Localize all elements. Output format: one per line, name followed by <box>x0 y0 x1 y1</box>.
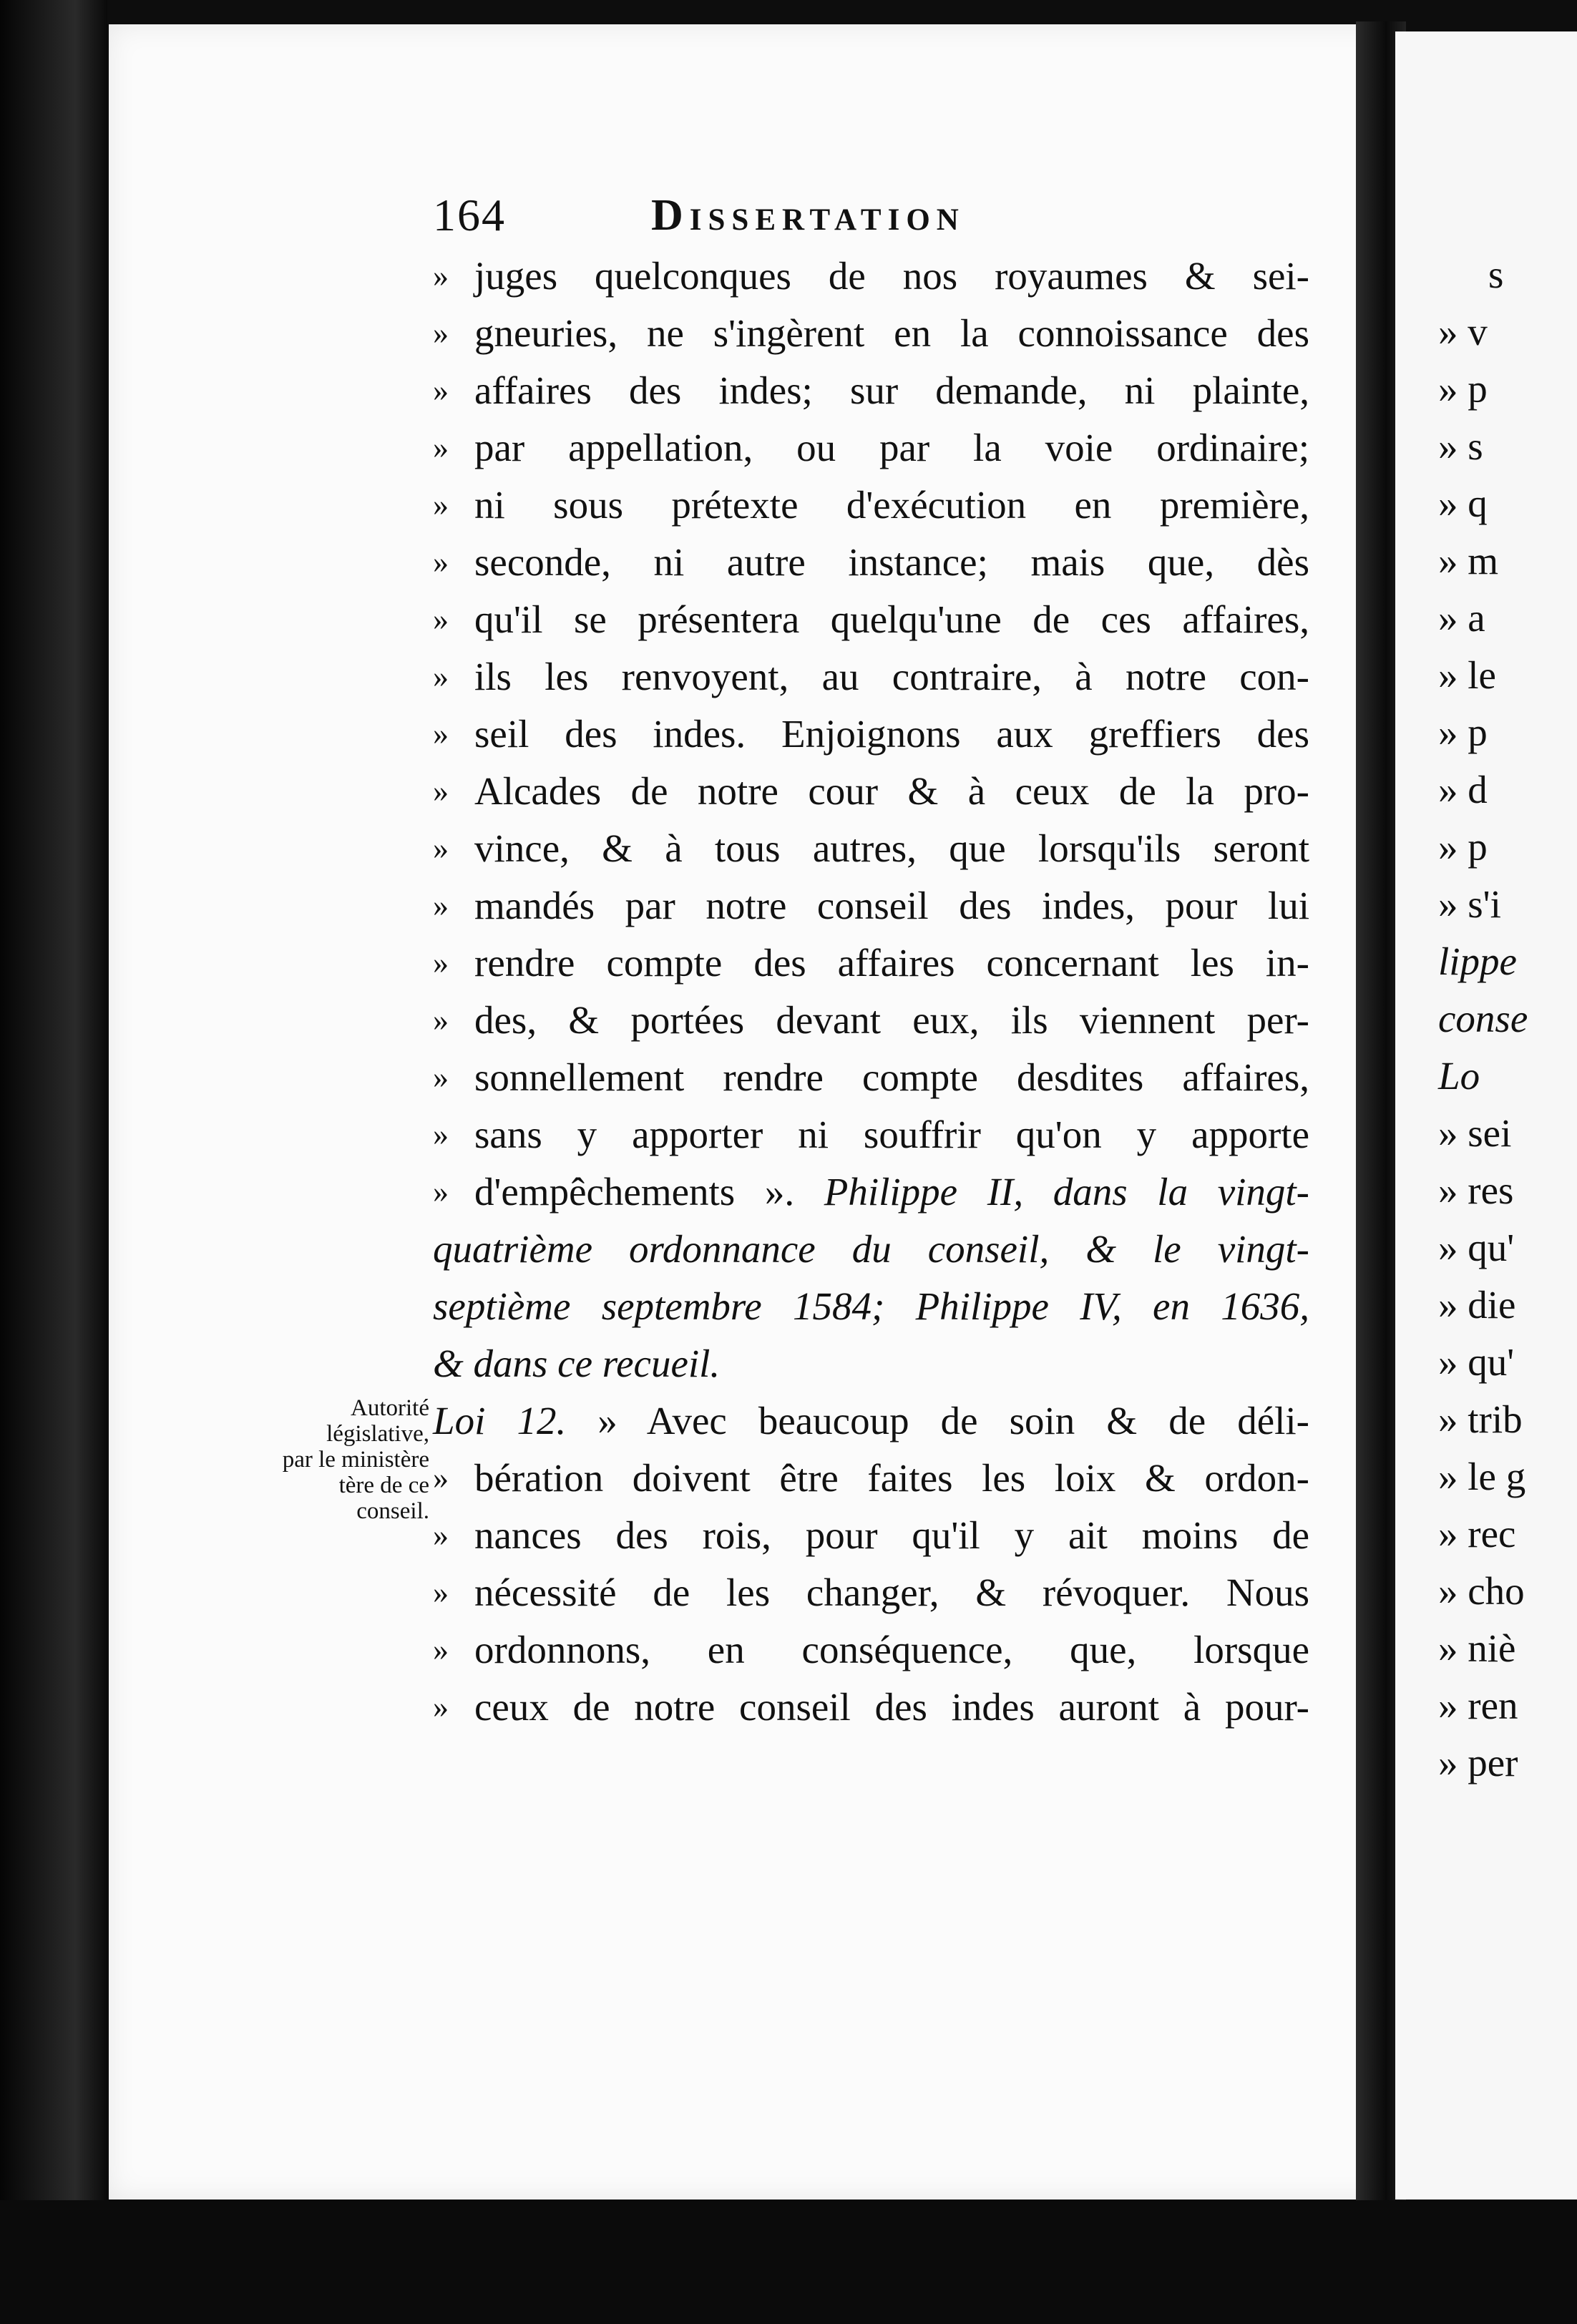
line-body: seconde, ni autre instance; mais que, dès <box>474 540 1309 584</box>
line-text <box>474 477 1309 534</box>
line-text <box>474 591 1309 648</box>
facing-line: s <box>1488 253 1504 296</box>
text-line <box>433 1163 1309 1221</box>
line-body: ordonnons, en conséquence, que, lorsque <box>474 1628 1309 1671</box>
facing-line: conse <box>1438 997 1528 1040</box>
facing-line: » le <box>1438 653 1496 697</box>
line-text <box>474 934 1309 992</box>
text-line <box>433 477 1309 534</box>
line-text <box>474 1507 1309 1564</box>
line-body: sonnellement rendre compte desdites affaires, <box>474 1055 1309 1099</box>
line-text <box>474 1049 1309 1106</box>
quote-mark: » <box>433 1174 449 1209</box>
text-line <box>433 534 1309 591</box>
text-line <box>433 1621 1309 1679</box>
text-line <box>433 1335 1309 1392</box>
running-title: Dissertation <box>651 191 965 240</box>
facing-line: Lo <box>1438 1054 1480 1098</box>
line-text <box>474 362 1309 419</box>
line-text <box>474 419 1309 477</box>
text-line <box>433 305 1309 362</box>
line-body: & dans ce recueil. <box>433 1342 721 1385</box>
facing-line: lippe <box>1438 939 1517 983</box>
line-text <box>474 1679 1309 1736</box>
line-text <box>474 1450 1309 1507</box>
binding-shadow-left <box>0 0 107 2324</box>
line-body: affaires des indes; sur demande, ni plainte, <box>474 368 1309 412</box>
margin-note-line: législative, <box>326 1421 429 1447</box>
facing-line: » trib <box>1438 1397 1523 1441</box>
text-line <box>433 1450 1309 1507</box>
facing-line: » s <box>1438 424 1483 468</box>
quote-mark: » <box>433 1689 449 1724</box>
facing-line: » cho <box>1438 1569 1525 1613</box>
text-line <box>433 1278 1309 1335</box>
line-text <box>474 534 1309 591</box>
text-line <box>433 877 1309 934</box>
line-body: septième septembre 1584; Philippe IV, en 1636, <box>433 1284 1309 1328</box>
line-body: qu'il se présentera quelqu'une de ces affaires, <box>474 597 1309 641</box>
line-body: mandés par notre conseil des indes, pour lui <box>474 884 1309 927</box>
line-body: » Avec beaucoup de soin & de déli- <box>566 1399 1309 1442</box>
margin-note-line: Autorité <box>351 1395 429 1421</box>
line-body: nécessité de les changer, & révoquer. Nous <box>474 1571 1309 1614</box>
quote-mark: » <box>433 316 449 351</box>
line-text <box>474 305 1309 362</box>
facing-line: » res <box>1438 1168 1514 1212</box>
facing-line: » rec <box>1438 1512 1516 1556</box>
marginal-note <box>236 1395 429 1524</box>
line-body: bération doivent être faites les loix & ordon- <box>474 1456 1309 1500</box>
line-text <box>474 877 1309 934</box>
text-line <box>433 706 1309 763</box>
line-body: des, & portées devant eux, ils viennent per- <box>474 998 1309 1042</box>
line-text <box>433 1335 1309 1392</box>
text-line <box>433 248 1309 305</box>
line-body: ceux de notre conseil des indes auront à pour- <box>474 1685 1309 1729</box>
line-text <box>474 1163 1309 1221</box>
text-line <box>433 1564 1309 1621</box>
quote-mark: » <box>433 1518 449 1553</box>
text-line <box>433 1049 1309 1106</box>
line-text <box>474 820 1309 877</box>
line-text <box>474 992 1309 1049</box>
page-number: 164 <box>433 190 506 240</box>
facing-line: » a <box>1438 596 1485 640</box>
facing-line: » qu' <box>1438 1340 1515 1384</box>
facing-line: » ren <box>1438 1684 1518 1727</box>
line-body: ni sous prétexte d'exécution en première, <box>474 483 1309 527</box>
body-text <box>433 248 1309 1736</box>
running-head <box>433 189 1313 246</box>
facing-line: » m <box>1438 539 1499 582</box>
facing-line: » p <box>1438 711 1488 754</box>
line-body: seil des indes. Enjoignons aux greffiers des <box>474 712 1309 756</box>
line-body: d'empêchements ». <box>474 1170 795 1214</box>
facing-line: » per <box>1438 1741 1518 1784</box>
quote-mark: » <box>433 487 449 522</box>
line-text <box>433 1221 1309 1278</box>
text-line <box>433 1392 1309 1450</box>
text-line <box>433 1507 1309 1564</box>
quote-mark: » <box>433 602 449 637</box>
line-body: rendre compte des affaires concernant les in- <box>474 941 1309 985</box>
quote-mark: » <box>433 773 449 809</box>
quote-mark: » <box>433 1117 449 1152</box>
margin-note-line: par le ministère <box>282 1447 429 1473</box>
line-text <box>433 1392 1309 1450</box>
quote-mark: » <box>433 430 449 465</box>
facing-line: » die <box>1438 1283 1516 1327</box>
facing-line: » p <box>1438 367 1488 411</box>
line-body: nances des rois, pour qu'il y ait moins de <box>474 1513 1309 1557</box>
scanner-bed <box>0 2200 1577 2324</box>
text-line <box>433 1679 1309 1736</box>
line-body: gneuries, ne s'ingèrent en la connoissance des <box>474 311 1309 355</box>
text-line <box>433 763 1309 820</box>
facing-line: » niè <box>1438 1626 1516 1670</box>
quote-mark: » <box>433 545 449 580</box>
facing-line: » le g <box>1438 1455 1526 1498</box>
quote-mark: » <box>433 1002 449 1038</box>
quote-mark: » <box>433 716 449 751</box>
facing-line: » d <box>1438 768 1488 811</box>
quote-mark: » <box>433 373 449 408</box>
quote-mark: » <box>433 831 449 866</box>
line-text <box>474 1621 1309 1679</box>
facing-line: » q <box>1438 482 1488 525</box>
line-body: Alcades de notre cour & à ceux de la pro- <box>474 769 1309 813</box>
text-line <box>433 419 1309 477</box>
line-text <box>433 1278 1309 1335</box>
line-text <box>474 248 1309 305</box>
line-body: vince, & à tous autres, que lorsqu'ils seront <box>474 826 1309 870</box>
margin-note-line: tère de ce <box>338 1473 429 1498</box>
line-text <box>474 706 1309 763</box>
quote-mark: » <box>433 258 449 293</box>
line-body: sans y apporter ni souffrir qu'on y apporte <box>474 1113 1309 1156</box>
text-line <box>433 591 1309 648</box>
text-line <box>433 362 1309 419</box>
text-line <box>433 648 1309 706</box>
quote-mark: » <box>433 1460 449 1495</box>
quote-mark: » <box>433 1060 449 1095</box>
citation: Philippe II, dans la vingt- <box>794 1170 1309 1214</box>
text-line <box>433 820 1309 877</box>
law-number: Loi 12. <box>433 1399 567 1442</box>
line-text <box>474 1106 1309 1163</box>
quote-mark: » <box>433 945 449 980</box>
line-body: quatrième ordonnance du conseil, & le vingt- <box>433 1227 1309 1271</box>
facing-page <box>1395 31 1577 2200</box>
text-line <box>433 1106 1309 1163</box>
facing-line: » qu' <box>1438 1226 1515 1269</box>
line-body: par appellation, ou par la voie ordinaire; <box>474 426 1309 469</box>
quote-mark: » <box>433 1632 449 1667</box>
margin-note-line: conseil. <box>356 1498 429 1524</box>
facing-line: » sei <box>1438 1111 1512 1155</box>
facing-line: » s'i <box>1438 882 1501 926</box>
quote-mark: » <box>433 659 449 694</box>
line-text <box>474 763 1309 820</box>
line-text <box>474 1564 1309 1621</box>
facing-line: » p <box>1438 825 1488 869</box>
quote-mark: » <box>433 888 449 923</box>
text-line <box>433 992 1309 1049</box>
text-line <box>433 1221 1309 1278</box>
quote-mark: » <box>433 1575 449 1610</box>
facing-line: » v <box>1438 310 1488 353</box>
line-body: ils les renvoyent, au contraire, à notre con- <box>474 655 1309 698</box>
line-body: juges quelconques de nos royaumes & sei- <box>474 254 1309 298</box>
line-text <box>474 648 1309 706</box>
text-line <box>433 934 1309 992</box>
